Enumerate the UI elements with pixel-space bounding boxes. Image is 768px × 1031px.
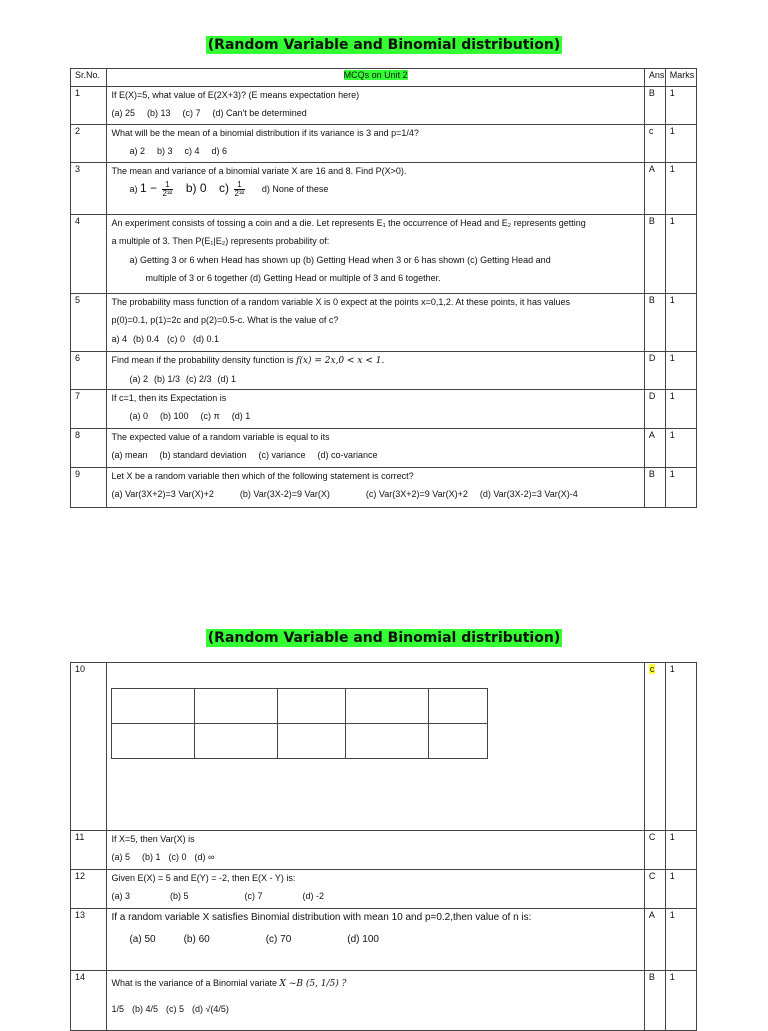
options [111,934,639,947]
option-a: (a) 3 [111,891,130,902]
question-text: Let X be a random variable then which of the following statement is correct? [111,471,414,481]
marks: 1 [665,971,696,1031]
page-title [0,629,768,647]
sr-no: 8 [71,429,107,468]
answer: B [644,468,665,508]
question-cell [107,429,644,468]
marks: 1 [665,468,696,508]
question-cell [107,663,644,831]
question-cell [107,294,644,352]
question-text: If X=5, then Var(X) is [111,834,195,844]
options [111,1004,639,1015]
option-d: (d) 1 [217,374,237,385]
question-text: The probability mass function of a random variable X is 0 expect at the points x=0,1,2. At these points, it has values [111,297,570,307]
option-a: (a) 0 [129,411,148,422]
blank-cell [195,724,278,759]
question-cell [107,125,644,163]
table-row [71,294,697,352]
question-cell [107,831,644,870]
sr-no: 4 [71,215,107,294]
question-cell [107,163,644,215]
question-math: f(x) = 2x,0 < x < 1. [296,356,385,366]
table-row [71,909,697,971]
option-b: b) 3 [156,146,173,157]
question-text: What is the variance of a Binomial variate [111,978,278,988]
answer: B [644,294,665,352]
blank-cell [429,689,488,724]
marks: 1 [665,163,696,215]
question-text: If c=1, then its Expectation is [111,393,227,403]
question-text: a multiple of 3. Then P(E₁|E₂) represents probability of: [111,236,330,247]
option-c: (c) 2/3 [185,374,212,385]
option-d: (d) 100 [347,933,379,945]
answer: C [644,870,665,909]
question-text: Given E(X) = 5 and E(Y) = -2, then E(X - Y) is: [111,873,296,883]
marks: 1 [665,831,696,870]
sr-no: 1 [71,87,107,125]
question-text: The mean and variance of a binomial variate X are 16 and 8. Find P(X>0). [111,166,407,176]
marks: 1 [665,87,696,125]
option-d: d) None of these [261,184,329,195]
fraction [162,181,174,198]
options [111,489,639,500]
table-row [71,352,697,390]
option-a: a) 4 [111,333,127,344]
blank-cell [112,724,195,759]
option-c: (c) 7 [244,891,263,902]
page-title-text: (Random Variable and Binomial distribution) [207,37,561,53]
blank-cell [278,689,346,724]
marks: 1 [665,215,696,294]
sr-no: 11 [71,831,107,870]
options [111,411,639,422]
question-cell [107,870,644,909]
answer: A [644,163,665,215]
sr-no: 6 [71,352,107,390]
sr-no: 2 [71,125,107,163]
options [111,334,639,345]
answer: D [644,352,665,390]
option-b: (b) Var(3X-2)=9 Var(X) [239,489,330,500]
option-b: (b) 100 [159,411,189,422]
table-row [71,429,697,468]
answer: A [644,429,665,468]
mcq-table [70,68,697,508]
option-b: (b) 60 [183,933,210,945]
marks: 1 [665,909,696,971]
option-b: (b) 5 [169,891,189,902]
option-d: (d) co-variance [317,450,378,461]
sr-no: 5 [71,294,107,352]
question-text: Find mean if the probability density function is [111,355,294,365]
option-b: (b) 0.4 [132,333,159,344]
page-title [0,36,768,54]
option-c: (c) 0 [166,333,185,344]
answer: c [644,125,665,163]
option-b: b) 0 [185,181,207,196]
header-topic [107,69,644,87]
option-c: (c) 70 [265,933,292,945]
table-row [71,87,697,125]
mcq-table [70,662,697,1031]
option-b: (b) standard deviation [159,450,247,461]
header-sr-no: Sr.No. [71,69,107,87]
option-d: (d) -2 [302,891,324,902]
answer: B [644,215,665,294]
fraction-denominator: 2³² [234,189,245,199]
question-cell [107,909,644,971]
option-d: (d) ∞ [194,852,215,863]
answer: B [644,87,665,125]
marks: 1 [665,429,696,468]
option-c: c) [219,181,230,196]
question-text: If E(X)=5, what value of E(2X+3)? (E means expectation here) [111,90,360,100]
fraction-denominator: 2³² [162,189,173,199]
options [111,891,639,902]
answer: C [644,831,665,870]
marks: 1 [665,125,696,163]
page-title-text: (Random Variable and Binomial distribution) [207,630,561,646]
table-row [71,870,697,909]
question-cell [107,352,644,390]
question-text: p(0)=0.1, p(1)=2c and p(2)=0.5-c. What is the value of c? [111,315,339,326]
question-text: An experiment consists of tossing a coin and a die. Let represents E₁ the occurrence of Head and E₂ represents getting [111,218,586,228]
question-cell [107,87,644,125]
options: a) Getting 3 or 6 when Head has shown up (b) Getting Head when 3 or 6 has shown (c) Getting Head and [129,254,551,265]
blank-cell [429,724,488,759]
question-cell [107,215,644,294]
sr-no: 10 [71,663,107,831]
option-a: (a) 25 [111,108,135,119]
option-d: (d) 1 [231,411,251,422]
sr-no: 13 [71,909,107,971]
option-d: (d) 0.1 [192,333,219,344]
option-a: (a) 2 [129,374,148,385]
option-a: (a) 5 [111,852,130,863]
blank-cell [346,724,429,759]
marks: 1 [665,663,696,831]
option-b: (b) 1 [141,852,161,863]
options [111,450,639,461]
option-c: (c) 0 [168,852,187,863]
option-a: 1/5 [111,1004,124,1015]
option-a: a) 2 [129,146,145,157]
header-ans: Ans [644,69,665,87]
option-d: (d) Var(3X-2)=3 Var(X)-4 [479,489,578,500]
question-text: If a random variable X satisfies Binomial distribution with mean 10 and p=0.2,then value of n is: [111,912,532,923]
marks: 1 [665,294,696,352]
option-b: (b) 13 [146,108,171,119]
option-c: (c) 7 [182,108,201,119]
sr-no: 14 [71,971,107,1031]
answer: D [644,390,665,429]
fraction-numerator: 1 [162,181,174,190]
options [111,374,639,385]
table-row [71,215,697,294]
blank-table [111,688,488,759]
sr-no: 9 [71,468,107,508]
option-c: c) 4 [184,146,200,157]
sr-no: 3 [71,163,107,215]
answer: A [644,909,665,971]
option-a: a) [129,184,138,195]
option-b: (b) 1/3 [153,374,180,385]
option-c: (c) variance [258,450,306,461]
table-row [71,663,697,831]
answer [644,663,665,831]
table-row [71,390,697,429]
option-c: (c) π [200,411,220,422]
option-a: (a) mean [111,450,148,461]
options [111,146,639,157]
fraction [234,181,246,198]
sr-no: 7 [71,390,107,429]
option-a: (a) 50 [129,933,156,945]
sr-no: 12 [71,870,107,909]
options: multiple of 3 or 6 together (d) Getting Head or multiple of 3 and 6 together. [145,272,441,283]
question-cell [107,971,644,1031]
blank-cell [112,689,195,724]
option-d: d) 6 [211,146,228,157]
question-text: The expected value of a random variable is equal to its [111,432,330,442]
option-d: (d) √(4/5) [191,1004,229,1015]
fraction-numerator: 1 [234,181,246,190]
question-line [111,355,639,367]
options [111,181,639,198]
question-cell [107,468,644,508]
blank-cell [346,689,429,724]
question-cell [107,390,644,429]
options [111,852,639,863]
marks: 1 [665,870,696,909]
option-c: (c) Var(3X+2)=9 Var(X)+2 [365,489,468,500]
table-row [71,125,697,163]
table-row [71,971,697,1031]
marks: 1 [665,352,696,390]
table-row [71,468,697,508]
option-b: (b) 4/5 [131,1004,158,1015]
marks: 1 [665,390,696,429]
option-c: (c) 5 [165,1004,184,1015]
question-math: X ~B (5, 1/5) ? [279,979,347,989]
header-topic-text: MCQs on Unit 2 [343,70,408,80]
answer-highlight: c [649,664,655,674]
table-header-row [71,69,697,87]
table-row [71,831,697,870]
question-text: What will be the mean of a binomial distribution if its variance is 3 and p=1/4? [111,128,419,138]
blank-cell [195,689,278,724]
table-row [71,163,697,215]
options [111,108,639,119]
option-a: (a) Var(3X+2)=3 Var(X)+2 [111,489,214,500]
blank-cell [278,724,346,759]
option-a-expr: 1 − [139,181,157,196]
option-d: (d) Can't be determined [212,108,307,119]
question-line [111,978,639,990]
header-marks: Marks [665,69,696,87]
answer: B [644,971,665,1031]
